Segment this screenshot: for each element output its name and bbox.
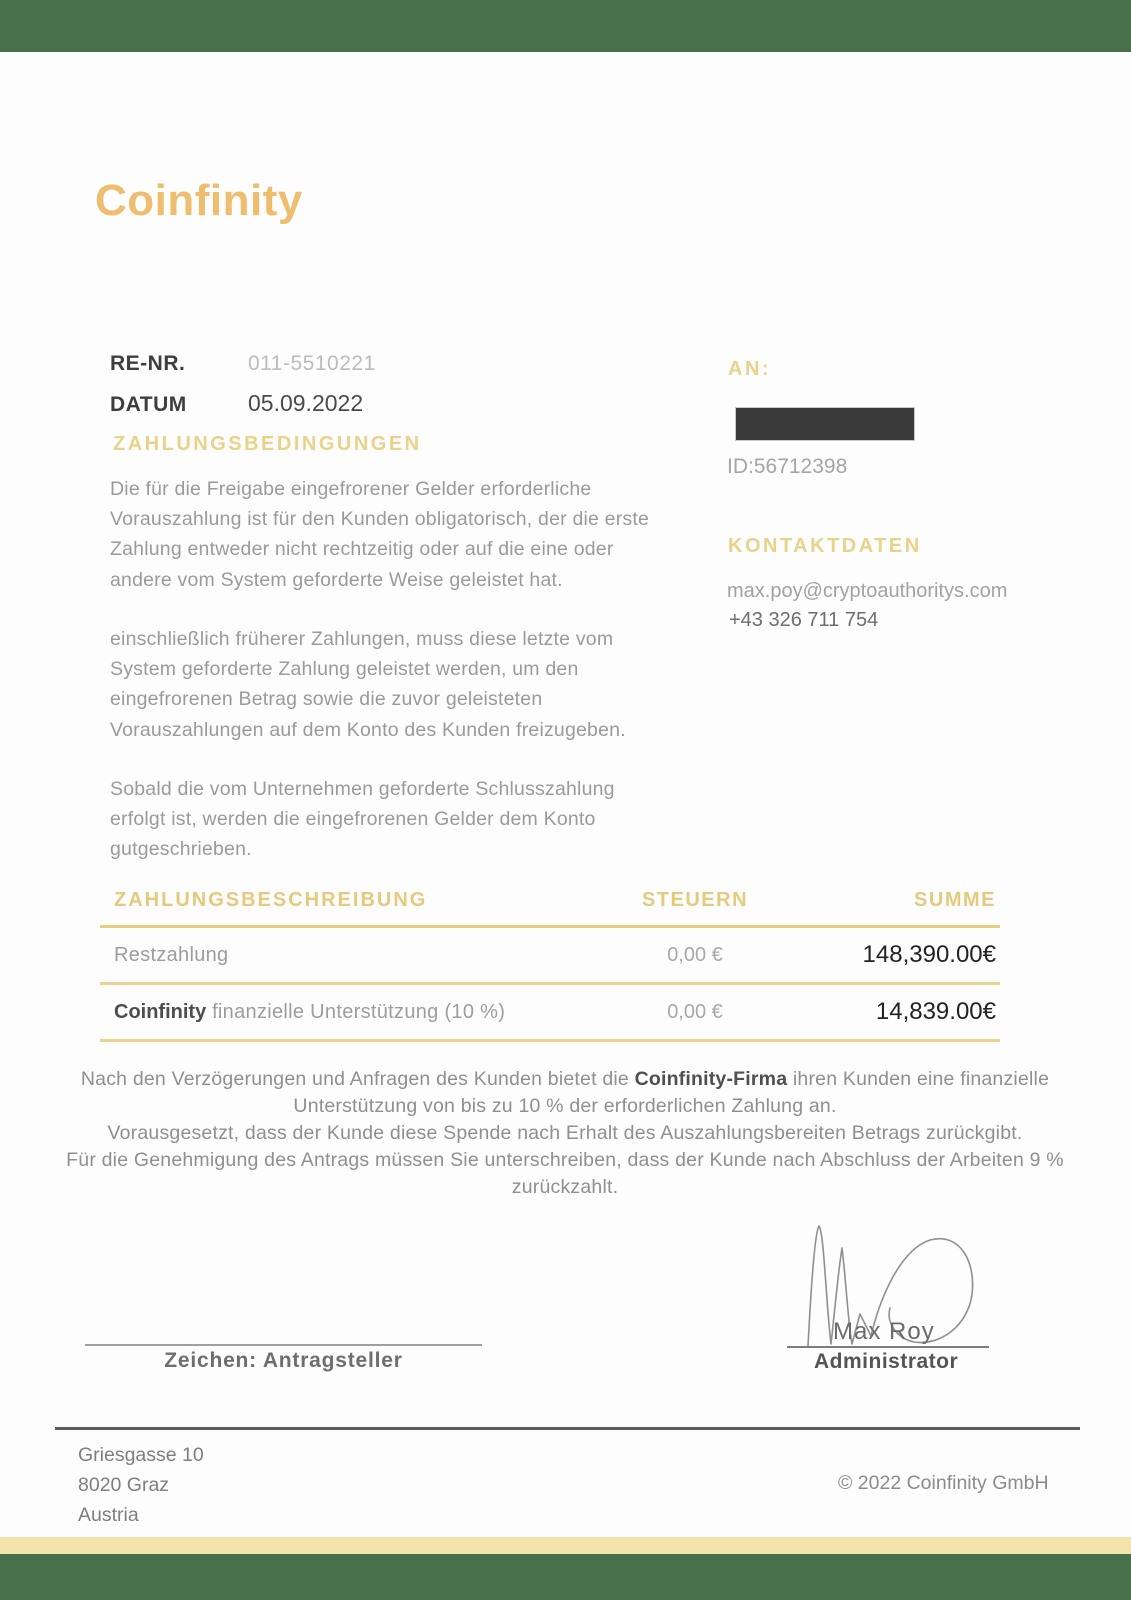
row-brand-text: Coinfinity <box>114 1000 207 1023</box>
notes-line2: Vorausgesetzt, dass der Kunde diese Spende nach Erhalt des Auszahlungsbereiten Betrags zurückgibt. <box>107 1121 1023 1144</box>
row-sum-value: 148,390.00€ <box>862 941 996 968</box>
row-description-text: Restzahlung <box>114 943 229 966</box>
row-description <box>100 944 620 967</box>
recipient-id: ID:56712398 <box>727 455 848 478</box>
address-line: Griesgasse 10 <box>78 1444 204 1466</box>
signer-role: Administrator <box>814 1350 959 1373</box>
invoice-number-value: 011-5510221 <box>248 352 376 375</box>
bottom-green-bar <box>0 1554 1131 1600</box>
recipient-heading: AN: <box>728 358 772 380</box>
notes-line1-after: ihren Kunden eine finanzielle Unterstützung von bis zu 10 % der erforderlichen Zahlung an. <box>293 1068 1050 1117</box>
invoice-date-label: DATUM <box>110 393 187 416</box>
notes-brand-name: Coinfinity-Firma <box>634 1068 788 1090</box>
payment-terms-paragraph: einschließlich früherer Zahlungen, muss diese letzte vom System geforderte Zahlung geleistet werden, um den eingefrorenen Betrag sowie die zuvor geleisteten Vorauszahlungen auf dem Konto des Kunden freizugeben. <box>110 627 626 741</box>
column-header-description: ZAHLUNGSBESCHREIBUNG <box>114 889 428 911</box>
row-tax-value: 0,00 € <box>667 943 723 966</box>
payment-terms-paragraph: Die für die Freigabe eingefrorener Gelder erforderliche Vorauszahlung ist für den Kunden obligatorisch, der die erste Zahlung entweder nicht rechtzeitig oder auf die eine oder andere vom System geforderte Weise geleistet hat. <box>110 478 650 591</box>
address-line: Austria <box>78 1504 139 1527</box>
applicant-signature-label: Zeichen: Antragsteller <box>164 1349 403 1372</box>
top-green-bar <box>0 0 1131 52</box>
copyright-notice: © 2022 Coinfinity GmbH <box>838 1472 1049 1494</box>
invoice-number-row <box>110 352 376 376</box>
table-row <box>100 985 1000 1042</box>
payment-table-header-row <box>100 876 1000 928</box>
address-line: 8020 Graz <box>78 1474 170 1497</box>
column-header-sum: SUMME <box>914 889 996 911</box>
company-address <box>78 1440 204 1531</box>
support-notes <box>65 1066 1065 1201</box>
bottom-yellow-band <box>0 1537 1131 1554</box>
row-description-text: finanzielle Unterstützung (10 %) <box>206 1000 506 1023</box>
row-description <box>100 1001 620 1024</box>
signature-line-left <box>85 1344 482 1346</box>
company-logo: Coinfinity <box>95 176 303 225</box>
payment-terms-paragraph: Sobald die vom Unternehmen geforderte Schlusszahlung erfolgt ist, werden die eingefrorenen Gelder dem Konto gutgeschrieben. <box>110 777 615 861</box>
invoice-date-value: 05.09.2022 <box>248 390 364 416</box>
column-header-tax: STEUERN <box>641 889 749 911</box>
signer-name: Max Roy <box>833 1318 935 1345</box>
row-sum-value: 14,839.00€ <box>875 998 996 1025</box>
invoice-date-row <box>110 390 376 417</box>
contact-email: max.poy@cryptoauthoritys.com <box>727 580 1008 602</box>
notes-line1-before: Nach den Verzögerungen und Anfragen des Kunden bietet die <box>80 1068 635 1090</box>
signature-line-right <box>787 1346 989 1348</box>
payment-table <box>100 876 1000 1042</box>
invoice-number-label: RE-NR. <box>110 352 186 375</box>
contact-heading: KONTAKTDATEN <box>728 535 922 557</box>
redacted-recipient-name <box>735 407 915 441</box>
row-tax-value: 0,00 € <box>667 1000 723 1023</box>
contact-phone: +43 326 711 754 <box>729 609 879 631</box>
payment-terms-body <box>110 474 670 893</box>
footer-divider <box>55 1427 1080 1430</box>
invoice-meta <box>110 352 376 431</box>
notes-line3: Für die Genehmigung des Antrags müssen Sie unterschreiben, dass der Kunde nach Abschluss der Arbeiten 9 % zurückzahlt. <box>66 1148 1064 1198</box>
payment-terms-heading: ZAHLUNGSBEDINGUNGEN <box>113 433 422 455</box>
table-row <box>100 928 1000 985</box>
